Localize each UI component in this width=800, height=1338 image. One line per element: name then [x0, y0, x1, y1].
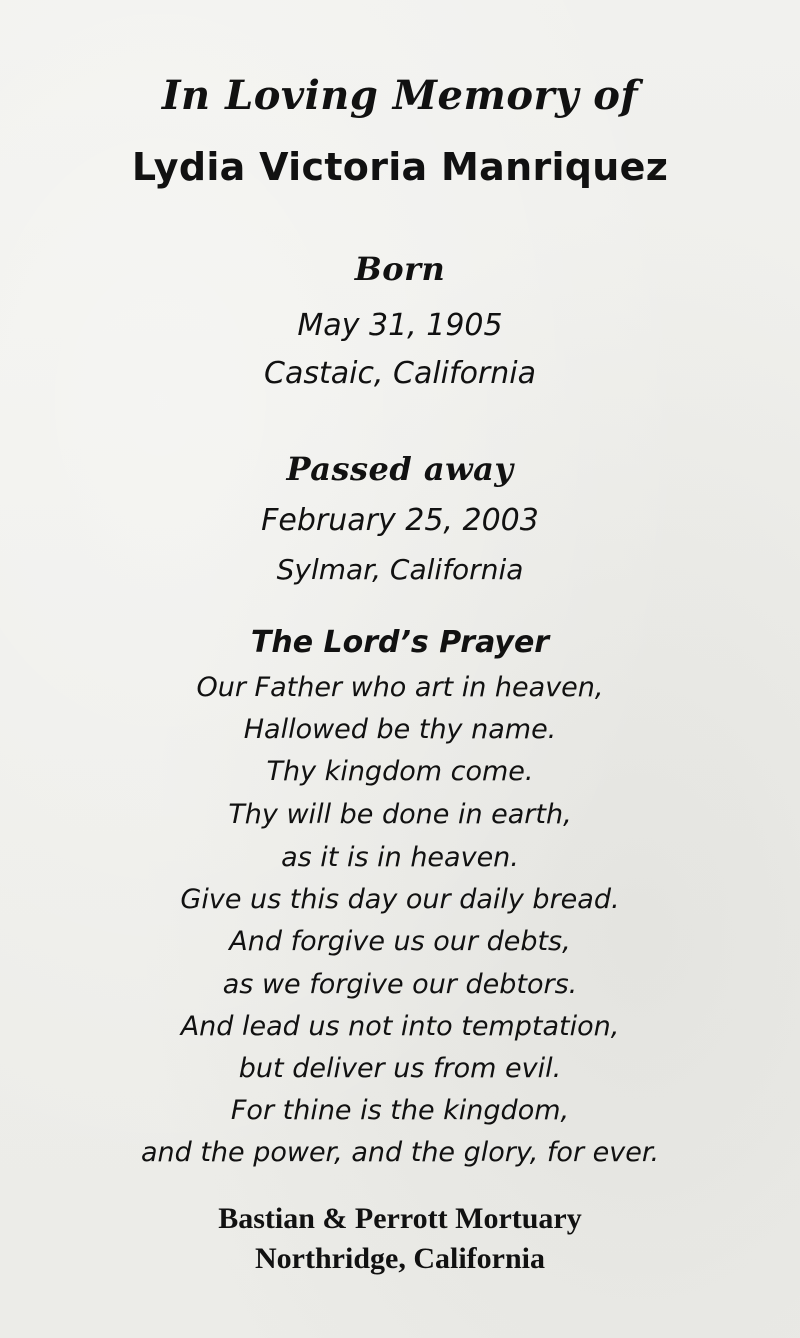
memorial-heading: In Loving Memory of [161, 72, 639, 119]
prayer-line: Our Father who art in heaven, [196, 672, 604, 703]
prayer-line: For thine is the kingdom, [230, 1095, 570, 1126]
prayer-title: The Lord’s Prayer [250, 625, 550, 660]
prayer-line: And forgive us our debts, [229, 926, 571, 957]
birth-place: Castaic, California [264, 356, 536, 391]
mortuary-name: Bastian & Perrott Mortuary [218, 1202, 582, 1235]
prayer-line: but deliver us from evil. [238, 1053, 562, 1084]
prayer-line: Thy will be done in earth, [228, 799, 572, 830]
prayer-line: Thy kingdom come. [266, 756, 534, 787]
born-label: Born [354, 250, 446, 288]
passed-away-label: Passed away [286, 450, 514, 488]
birth-date: May 31, 1905 [297, 308, 503, 343]
prayer-line: as we forgive our debtors. [222, 969, 578, 1000]
death-date: February 25, 2003 [261, 503, 539, 538]
prayer-line: as it is in heaven. [281, 842, 519, 873]
death-place: Sylmar, California [276, 553, 524, 586]
mortuary-city: Northridge, California [255, 1242, 545, 1275]
prayer-line: And lead us not into temptation, [180, 1011, 620, 1042]
prayer-line: Give us this day our daily bread. [180, 884, 620, 915]
prayer-line: Hallowed be thy name. [243, 714, 557, 745]
prayer-line: and the power, and the glory, for ever. [140, 1137, 660, 1168]
deceased-name: Lydia Victoria Manriquez [131, 145, 669, 189]
